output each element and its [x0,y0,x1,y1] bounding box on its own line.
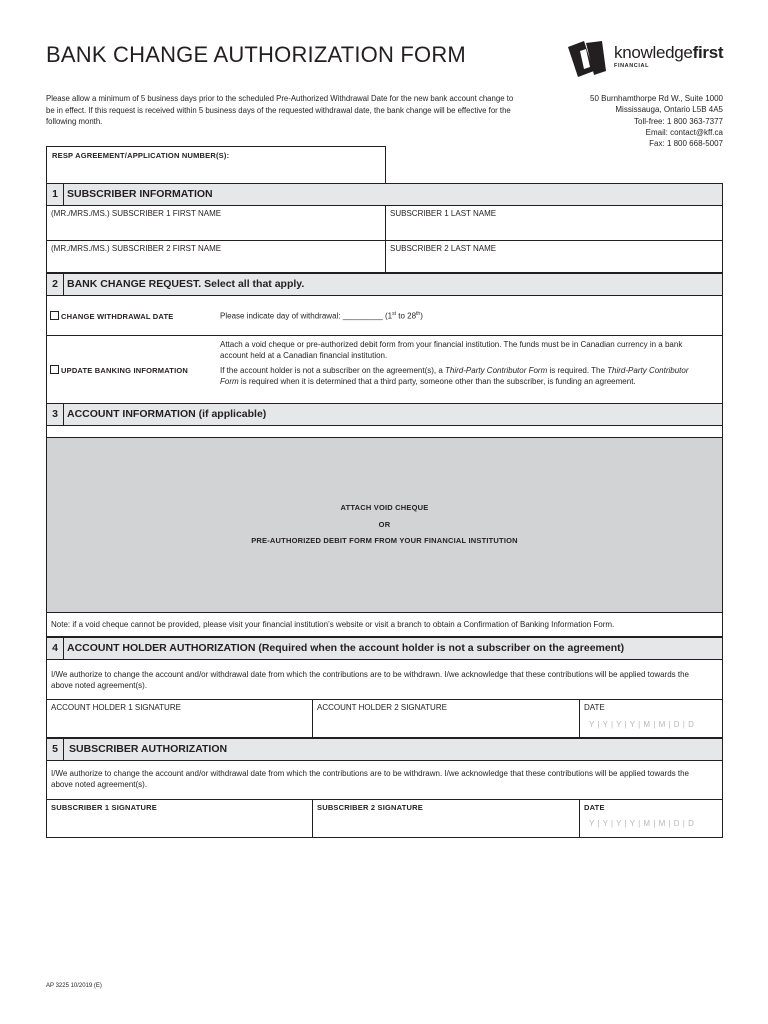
or-text: OR [378,520,391,529]
address-line: Mississauga, Ontario L5B 4A5 [615,105,723,115]
section-number: 3 [47,404,64,425]
void-cheque-note: Note: if a void cheque cannot be provided, please visit your financial institution’s website or visit a branch to obtain a Confirmation of Banking Information Form. [51,620,615,629]
subscriber-1-first-name-field[interactable]: (MR./MRS./MS.) SUBSCRIBER 1 FIRST NAME [51,209,222,218]
section-3-header [46,403,723,426]
subscriber-1-last-name-field[interactable]: SUBSCRIBER 1 LAST NAME [390,209,497,218]
logo-subtitle: FINANCIAL [614,63,650,69]
resp-number-field[interactable] [46,146,386,184]
section-title: SUBSCRIBER AUTHORIZATION [69,743,228,755]
section-title: ACCOUNT INFORMATION (if applicable) [67,408,267,420]
section-number: 1 [47,184,64,205]
pad-form-text: PRE-AUTHORIZED DEBIT FORM FROM YOUR FINANCIAL INSTITUTION [251,536,518,545]
update-banking-information-option[interactable] [50,365,188,375]
change-withdrawal-date-option[interactable] [50,311,173,321]
option-label: UPDATE BANKING INFORMATION [61,366,188,375]
address-line: 50 Burnhamthorpe Rd W., Suite 1000 [590,94,723,103]
date-field[interactable]: Y | Y | Y | Y | M | M | D | D [589,819,695,828]
change-withdrawal-date-checkbox[interactable] [50,311,59,320]
intro-text: Please allow a minimum of 5 business days prior to the scheduled Pre-Authorized Withdrawal Date for the new bank account change to be in effect. If this request is received within 5 business days of the requested withdrawal date, the bank change will be effective for the following month. [46,94,514,126]
update-banking-information-checkbox[interactable] [50,365,59,374]
page-title: BANK CHANGE AUTHORIZATION FORM [46,42,466,67]
logo-wordmark: knowledgefirst [614,43,724,62]
date-label: DATE [584,803,605,812]
update-banking-instructions: Attach a void cheque or pre-authorized debit form from your financial institution. The funds must be in Canadian currency in a bank account held at a Canadian financial institution. [220,340,683,360]
section-number: 2 [47,274,64,295]
address-line: Toll-free: 1 800 363-7377 [634,116,723,126]
third-party-note: If the account holder is not a subscriber on the agreement(s), a Third-Party Contributor Form is required. The Third-Party Contributor Form is required when it is determined that a third party, someone other than the subscriber, is funding an agreement. [220,366,689,386]
section-title: SUBSCRIBER INFORMATION [67,188,213,200]
account-holder-2-signature-field[interactable]: ACCOUNT HOLDER 2 SIGNATURE [317,703,447,712]
section-title: ACCOUNT HOLDER AUTHORIZATION (Required when the account holder is not a subscriber on the agreement) [67,642,625,654]
subscriber-authorization-text: I/We authorize to change the account and/or withdrawal date from which the contributions are to be withdrawn. I/we acknowledge that these contributions will be applied towards the above noted agreement(s). [51,769,689,789]
subscriber-1-signature-field[interactable]: SUBSCRIBER 1 SIGNATURE [51,803,157,812]
section-2-header [46,273,723,296]
withdrawal-day-field[interactable]: Please indicate day of withdrawal: _________ (1st to 28th) [220,311,423,321]
date-field[interactable]: Y | Y | Y | Y | M | M | D | D [589,720,695,729]
company-address [590,93,723,149]
address-line: Email: contact@kff.ca [645,127,723,137]
company-logo [566,41,726,77]
section-number: 5 [47,739,64,760]
subscriber-2-first-name-field[interactable]: (MR./MRS./MS.) SUBSCRIBER 2 FIRST NAME [51,244,222,253]
section-title: BANK CHANGE REQUEST. Select all that apply. [67,278,305,290]
section-1-header [46,183,723,206]
account-holder-1-signature-field[interactable]: ACCOUNT HOLDER 1 SIGNATURE [51,703,181,712]
subscriber-2-signature-field[interactable]: SUBSCRIBER 2 SIGNATURE [317,803,423,812]
resp-number-label: RESP AGREEMENT/APPLICATION NUMBER(S): [52,151,230,160]
account-holder-authorization-text: I/We authorize to change the account and/or withdrawal date from which the contributions are to be withdrawn. I/we acknowledge that these contributions will be applied towards the above noted agreement(s). [51,670,689,690]
option-label: CHANGE WITHDRAWAL DATE [61,312,174,321]
logo-mark-icon [566,41,610,79]
subscriber-2-last-name-field[interactable]: SUBSCRIBER 2 LAST NAME [390,244,497,253]
section-4-header [46,637,723,660]
attach-void-cheque-text: ATTACH VOID CHEQUE [340,503,429,512]
form-code: AP 3225 10/2019 (E) [46,983,102,989]
section-number: 4 [47,638,64,659]
date-label: DATE [584,703,605,712]
section-5-header [46,738,723,761]
address-line: Fax: 1 800 668-5007 [649,139,723,149]
